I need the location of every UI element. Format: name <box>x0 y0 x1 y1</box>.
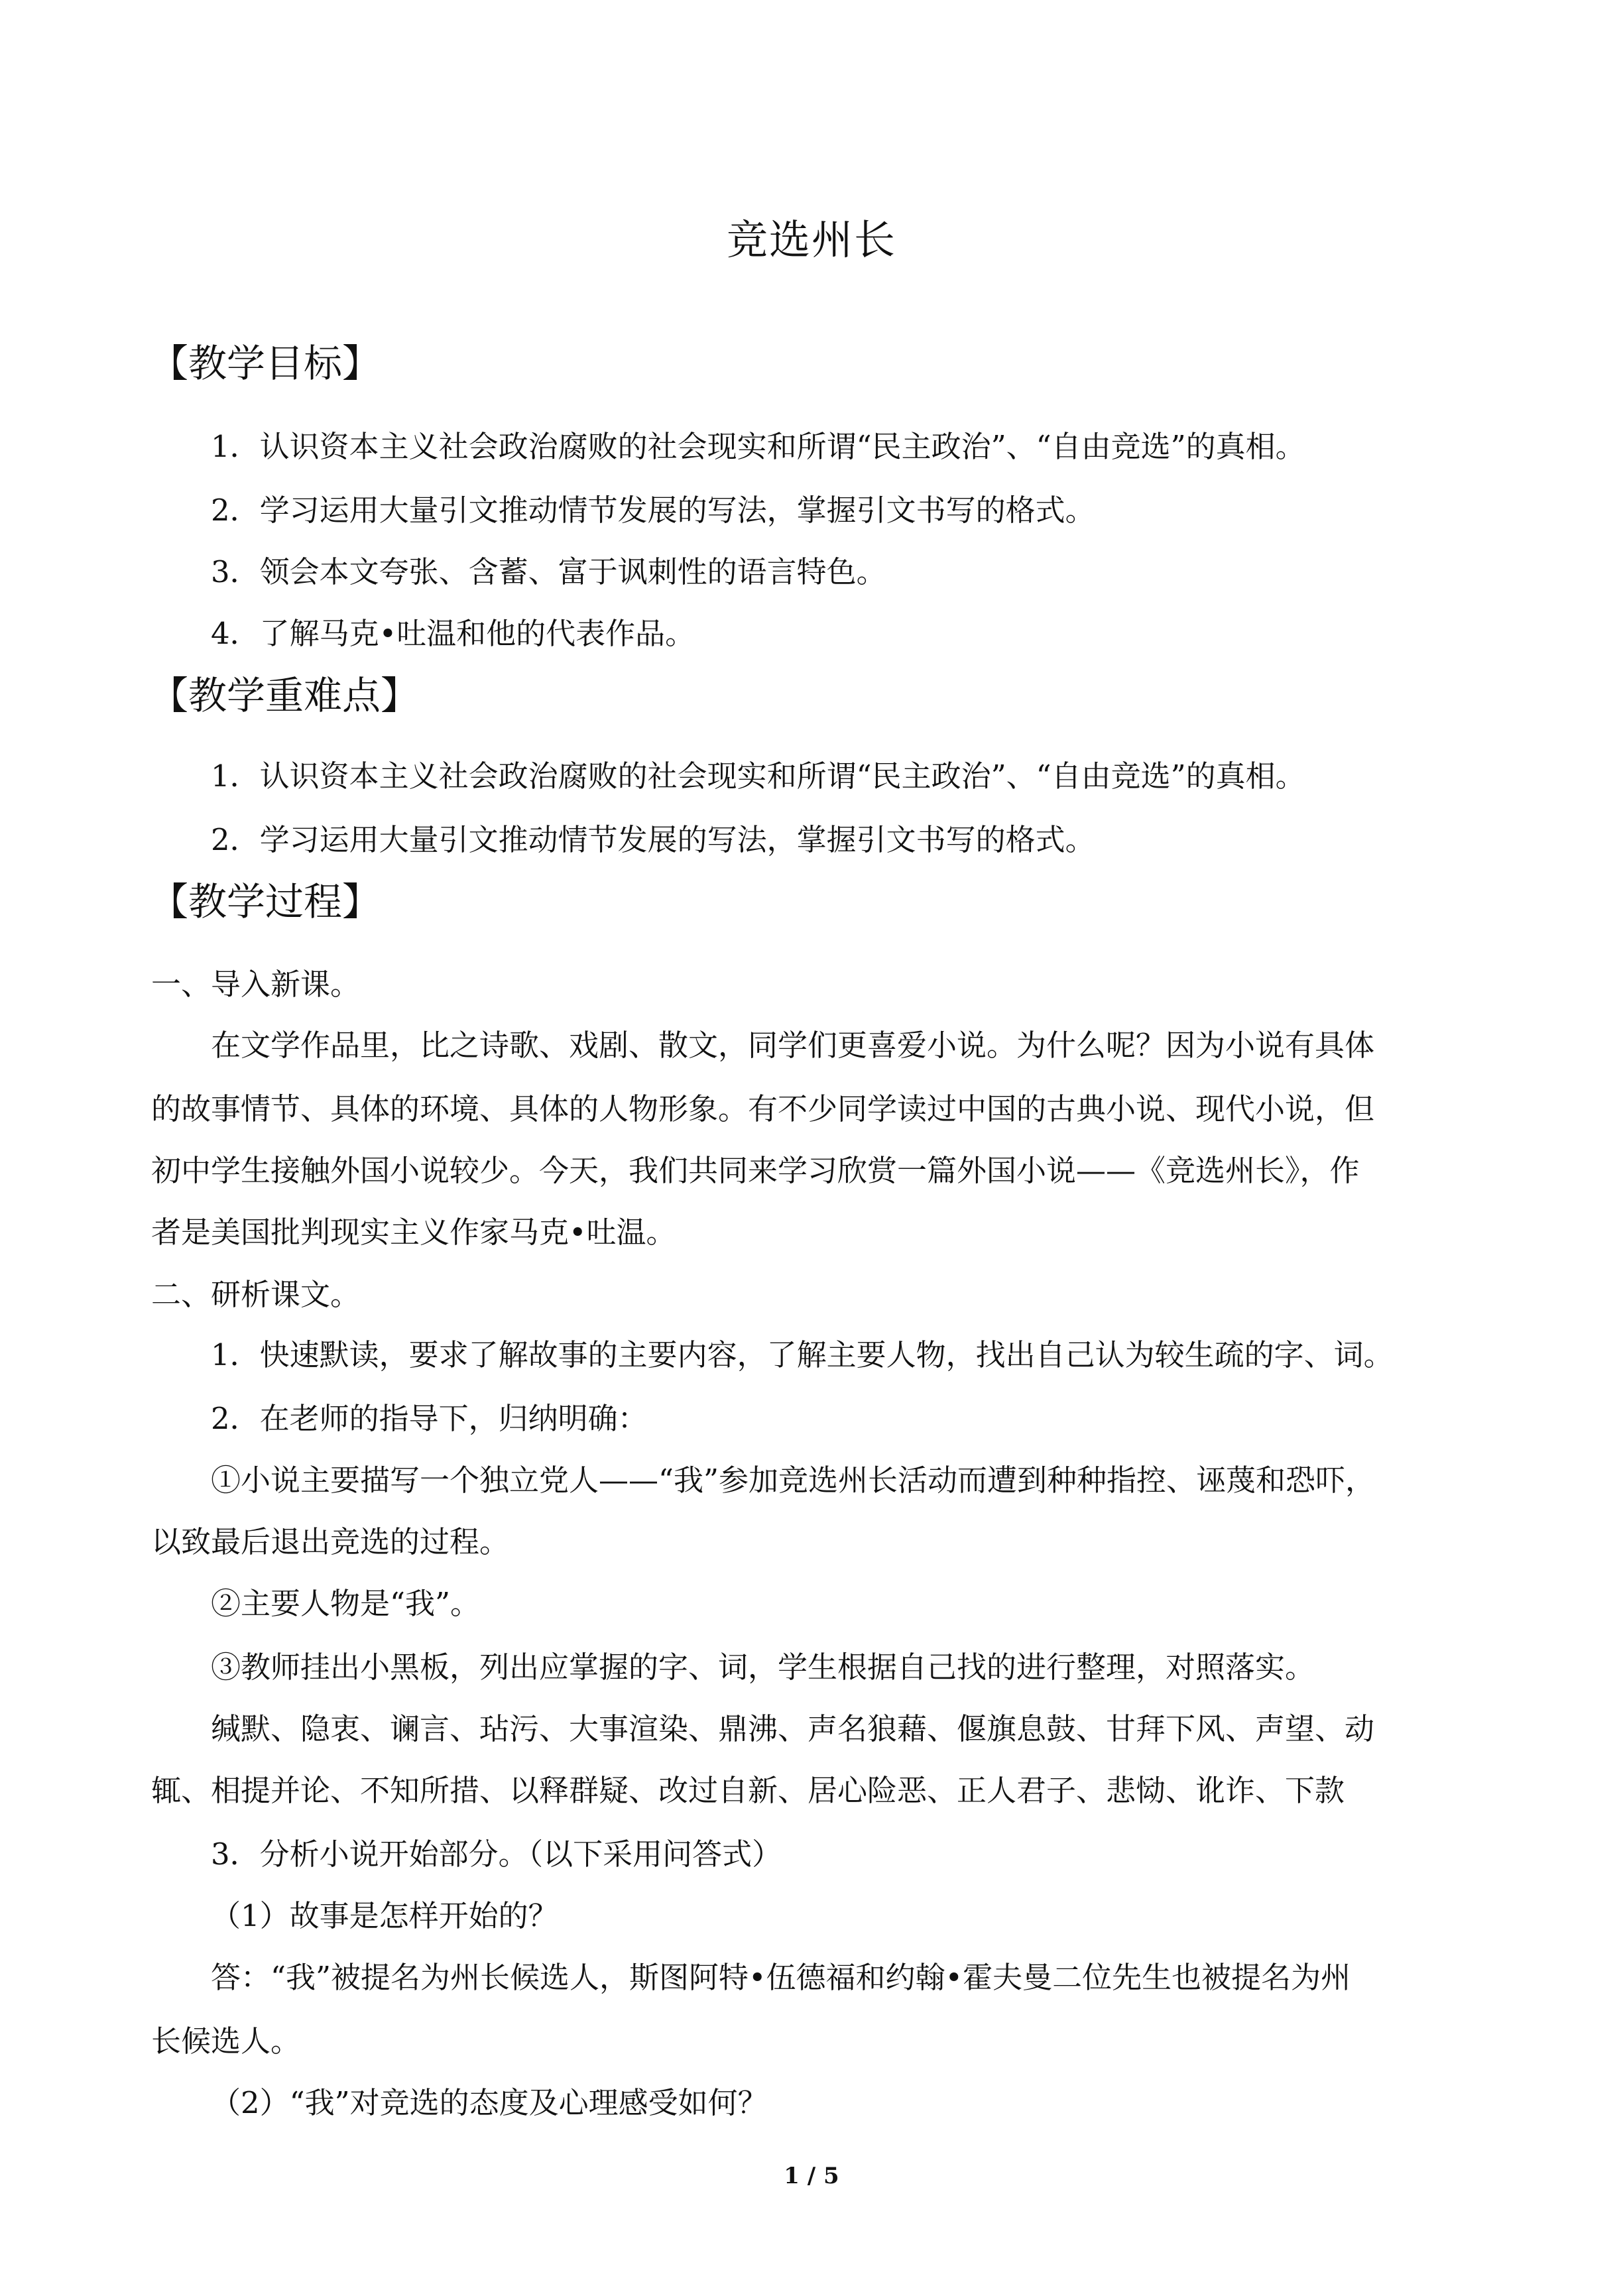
goal-item: 3．领会本文夸张、含蓄、富于讽刺性的语言特色。 <box>211 554 886 589</box>
page-number: 1 / 5 <box>784 2163 839 2189</box>
document-title: 竞选州长 <box>726 215 896 264</box>
goal-item: 4．了解马克•吐温和他的代表作品。 <box>211 616 695 651</box>
intro-paragraph-line: 的故事情节、具体的环境、具体的人物形象。有不少同学读过中国的古典小说、现代小说，但 <box>151 1091 1375 1126</box>
intro-paragraph-line: 者是美国批判现实主义作家马克•吐温。 <box>151 1215 676 1250</box>
key-point-item: 1．认识资本主义社会政治腐败的社会现实和所谓“民主政治”、“自由竞选”的真相。 <box>211 758 1305 794</box>
summary-item: ③教师挂出小黑板，列出应掌握的字、词，学生根据自己找的进行整理，对照落实。 <box>211 1650 1315 1685</box>
answer-line: 长候选人。 <box>151 2024 301 2059</box>
question-item: （1）故事是怎样开始的？ <box>211 1898 558 1933</box>
section-heading-goals: 【教学目标】 <box>150 341 381 386</box>
goal-item: 2．学习运用大量引文推动情节发展的写法，掌握引文书写的格式。 <box>211 493 1095 528</box>
vocabulary-line: 辄、相提并论、不知所措、以释群疑、改过自新、居心险恶、正人君子、悲恸、讹诈、下款 <box>151 1773 1345 1808</box>
section-heading-key-points: 【教学重难点】 <box>150 673 420 718</box>
part-heading-intro: 一、导入新课。 <box>151 967 361 1002</box>
vocabulary-line: 缄默、隐衷、谰言、玷污、大事渲染、鼎沸、声名狼藉、偃旗息鼓、甘拜下风、声望、动 <box>211 1711 1375 1746</box>
question-item: （2）“我”对竞选的态度及心理感受如何？ <box>211 2085 768 2120</box>
summary-item-line: ①小说主要描写一个独立党人——“我”参加竞选州长活动而遭到种种指控、诬蔑和恐吓， <box>211 1463 1376 1498</box>
intro-paragraph-line: 初中学生接触外国小说较少。今天，我们共同来学习欣赏一篇外国小说——《竞选州长》，作 <box>151 1153 1360 1188</box>
goal-item: 1．认识资本主义社会政治腐败的社会现实和所谓“民主政治”、“自由竞选”的真相。 <box>211 429 1305 464</box>
step-item: 3．分析小说开始部分。（以下采用问答式） <box>211 1837 782 1872</box>
part-heading-analysis: 二、研析课文。 <box>151 1277 361 1312</box>
answer-line: 答：“我”被提名为州长候选人，斯图阿特•伍德福和约翰•霍夫曼二位先生也被提名为州 <box>211 1960 1351 1995</box>
intro-paragraph-line: 在文学作品里，比之诗歌、戏剧、散文，同学们更喜爱小说。为什么呢？因为小说有具体 <box>211 1028 1375 1063</box>
step-item: 2．在老师的指导下，归纳明确： <box>211 1401 648 1436</box>
summary-item-line: 以致最后退出竞选的过程。 <box>151 1524 510 1559</box>
summary-item: ②主要人物是“我”。 <box>211 1586 481 1621</box>
section-heading-process: 【教学过程】 <box>150 879 381 924</box>
step-item: 1．快速默读，要求了解故事的主要内容，了解主要人物，找出自己认为较生疏的字、词。 <box>211 1337 1394 1372</box>
key-point-item: 2．学习运用大量引文推动情节发展的写法，掌握引文书写的格式。 <box>211 822 1095 857</box>
